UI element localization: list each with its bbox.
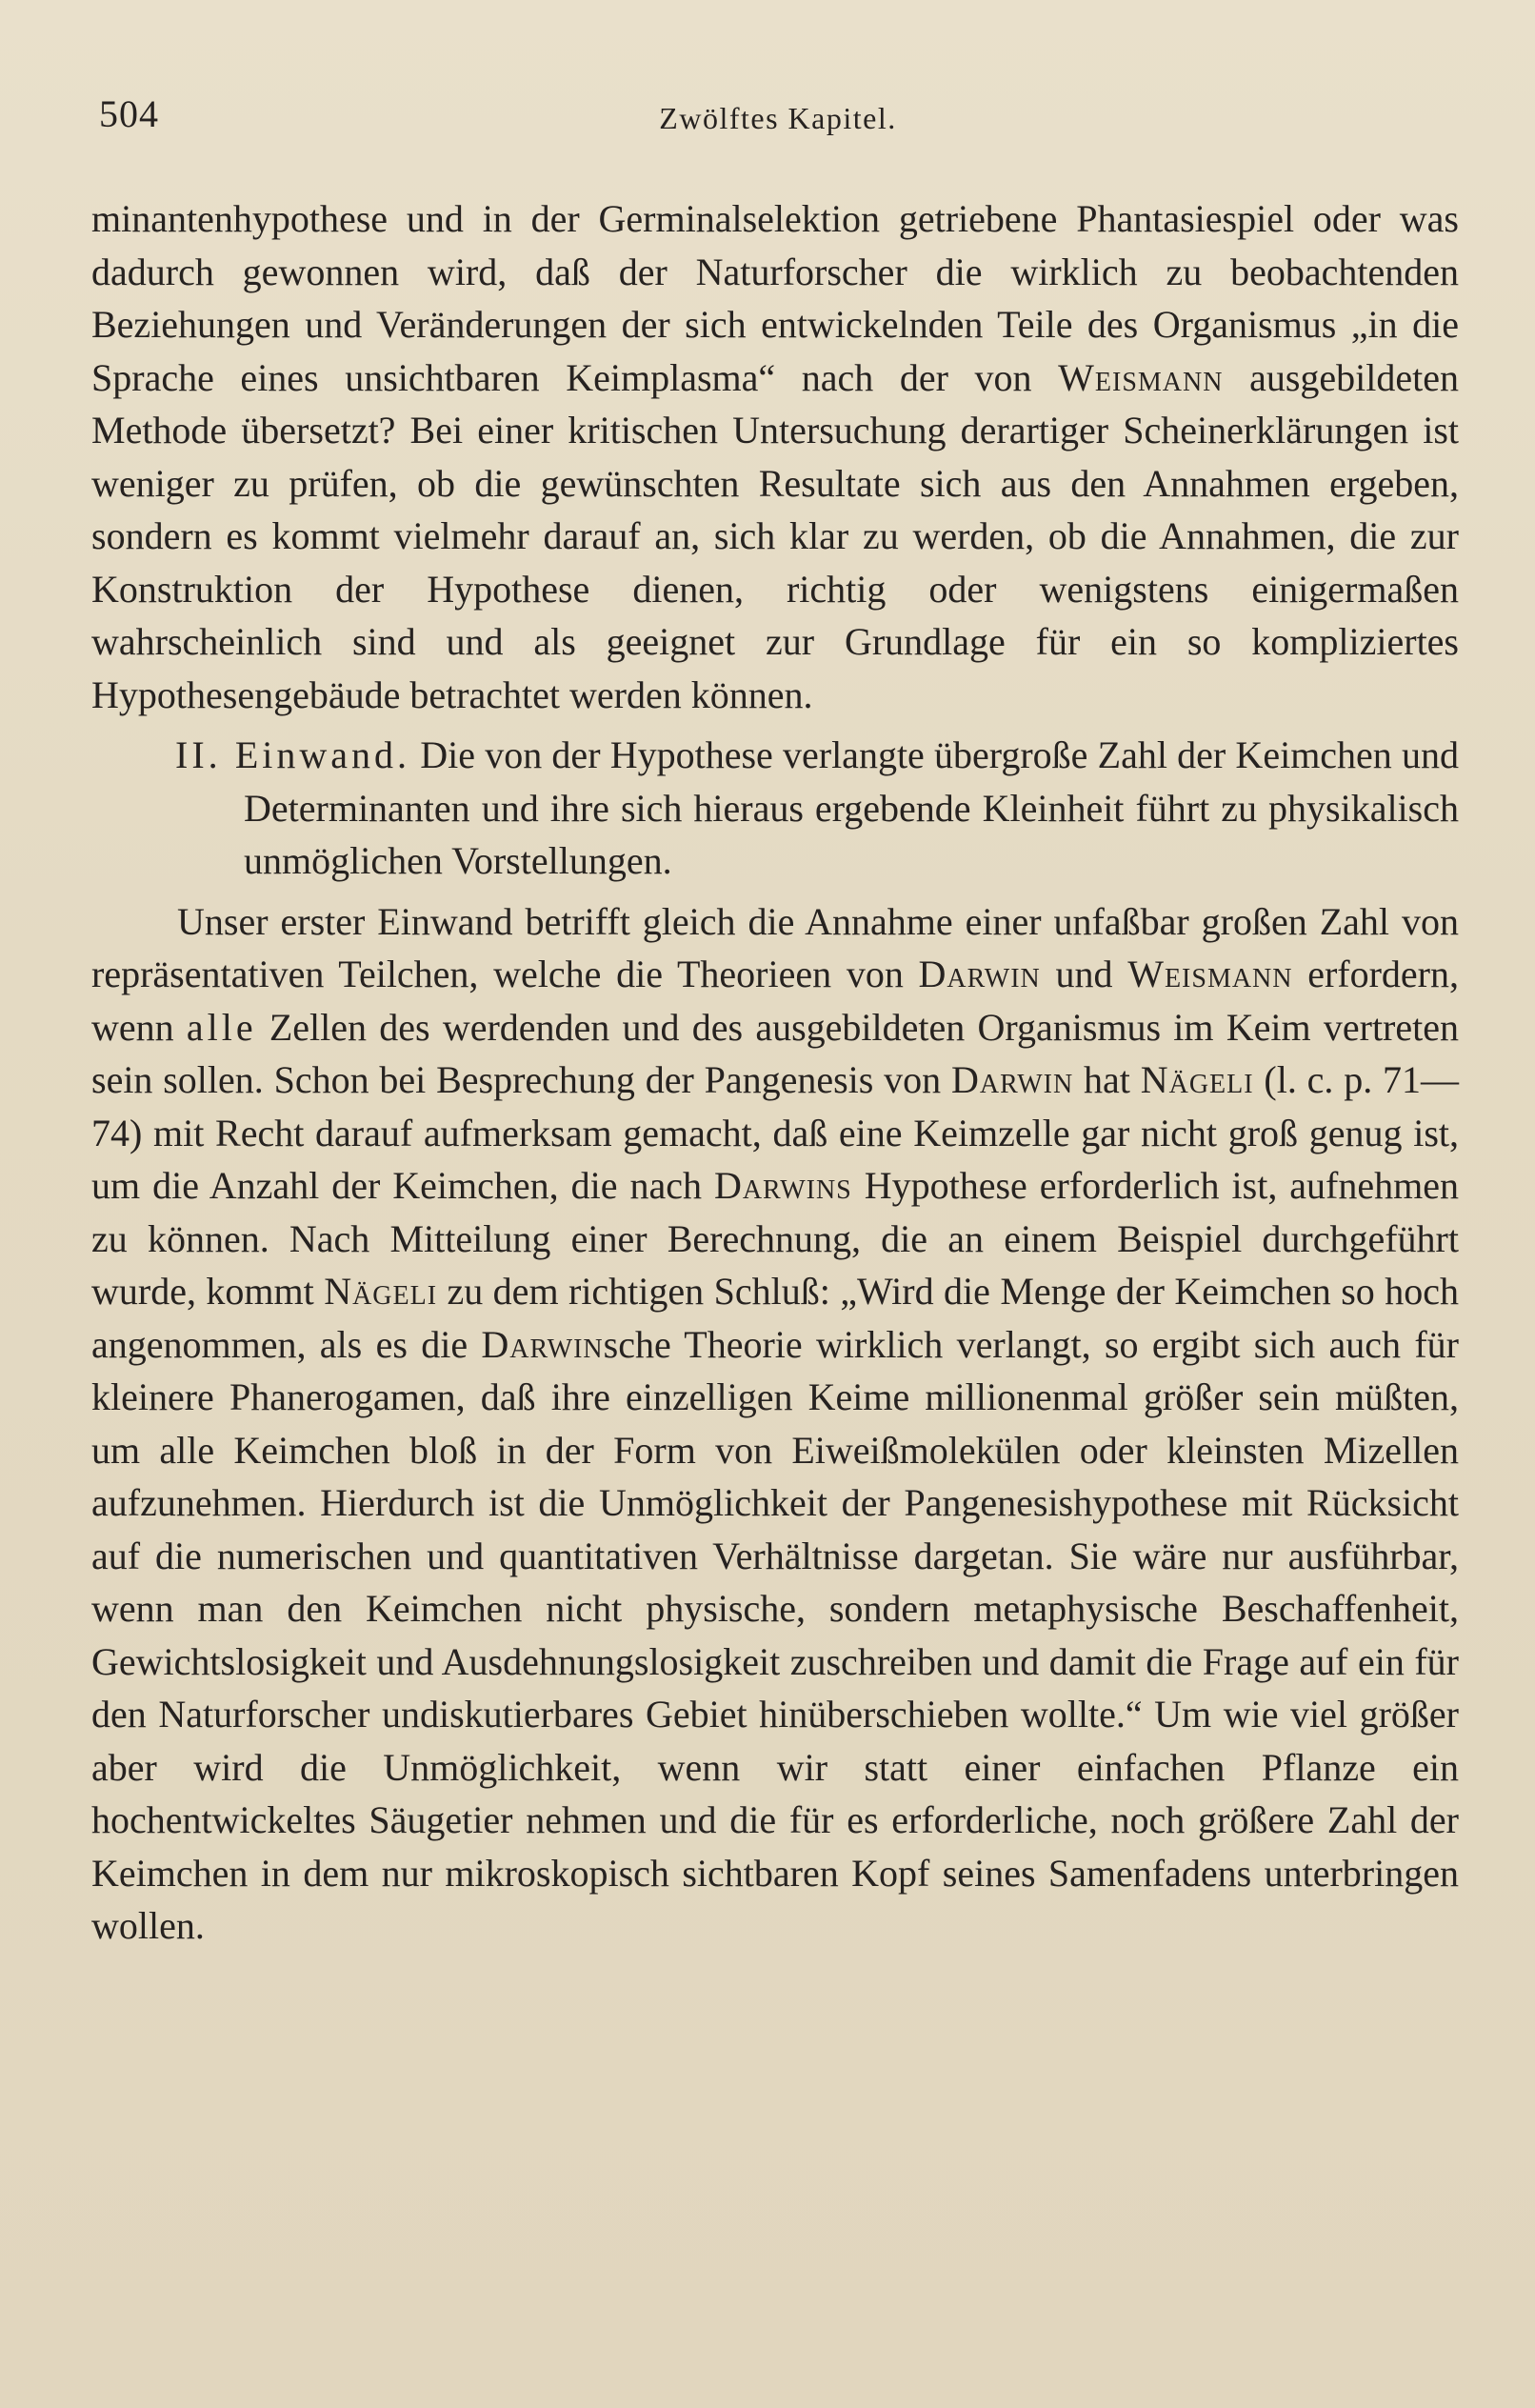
text-run: erfordern, wenn [91, 953, 1460, 1049]
text-run: ausgebildeten Methode übersetzt? Bei einer kritischen Untersuchung derartiger Scheinerklärungen ist weniger zu prüfen, ob die gewünschten Resultate sich aus den Annahmen ergeben, sondern es kommt vielmehr darauf an, sich klar zu werden, ob die Annahmen, die zur Konstruktion der Hypothese dienen, richtig oder wenigstens einigermaßen wahrscheinlich sind und als geeignet zur Grundlage für ein so kompliziertes Hypothesengebäude betrachtet werden können. [91, 355, 1459, 716]
author-name: Nägeli [1140, 1058, 1254, 1101]
author-name: Darwins [713, 1164, 852, 1207]
paragraph-continuation [91, 192, 1459, 721]
text-run: zu dem richtigen Schluß: „Wird die Menge der Keimchen so hoch angenommen, als es die [91, 1270, 1459, 1366]
running-head: Zwölftes Kapitel. [659, 101, 897, 135]
text-run: und [1040, 953, 1128, 995]
text-run: sche Theorie wirklich verlangt, so ergibt sich auch für kleinere Phanerogamen, daß ihre einzelligen Keime millionenmal größer sein müßten, um alle Keimchen bloß in der Form von Eiweißmolekülen oder kleinsten Mizellen aufzunehmen. Hierdurch ist die Unmöglichkeit der Pangenesishypothese mit Rücksicht auf die numerischen und quantitativen Verhältnisse dargetan. Sie wäre nur ausführbar, wenn man den Keimchen nicht physische, sondern metaphysische Beschaffenheit, Gewichtslosigkeit und Ausdehnungslosigkeit zuschreiben und damit die Frage auf ein für den Naturforscher undiskutierbares Gebiet hinüberschieben wollte.“ Um wie viel größer aber wird die Unmöglichkeit, wenn wir statt einer einfachen Pflanze ein hochentwickeltes Säugetier nehmen und die für es erforderliche, noch größere Zahl der Keimchen in dem nur mikroskopisch sichtbaren Kopf seines Samenfadens unterbringen wollen. [91, 1322, 1460, 1947]
page-number: 504 [99, 92, 159, 135]
text-run: Unser erster Einwand betrifft gleich die Annahme einer unfaßbar großen Zahl von repräsentativen Teilchen, welche die Theorieen von [91, 899, 1459, 995]
author-name: Weismann [1058, 355, 1224, 399]
emphasis: alle [186, 1005, 257, 1049]
objection-text: Die von der Hypothese verlangte übergroße Zahl der Keimchen und Determinanten und ihre sich hieraus ergebende Kleinheit führt zu physikalisch unmöglichen Vorstellungen. [244, 733, 1460, 882]
author-name: Darwin [951, 1058, 1074, 1101]
author-name: Weismann [1127, 953, 1293, 995]
page-header [99, 91, 1457, 149]
author-name: Darwin [481, 1322, 604, 1366]
author-name: Darwin [918, 953, 1041, 995]
objection-heading [91, 729, 1459, 888]
text-run: Hypothese erforderlich ist, aufnehmen zu können. Nach Mitteilung einer Berechnung, die an einem Beispiel durchgeführt wurde, kommt [91, 1164, 1459, 1313]
page-body [91, 192, 1459, 1953]
objection-label: II. Einwand. [175, 733, 411, 776]
text-run: minantenhypothese und in der Germinalselektion getriebene Phantasiespiel oder was dadurch gewonnen wird, daß der Naturforscher die wirklich zu beobachtenden Beziehungen und Veränderungen der sich entwickelnden Teile des Organismus „in die Sprache eines unsichtbaren Keimplasma“ nach der von [91, 197, 1459, 399]
text-run: (l. c. p. 71—74) mit Recht darauf aufmerksam gemacht, daß eine Keimzelle gar nicht groß genug ist, um die Anzahl der Keimchen, die nach [91, 1058, 1460, 1207]
text-run: Zellen des werdenden und des ausgebildeten Organismus im Keim vertreten sein sollen. Schon bei Besprechung der Pangenesis von [91, 1005, 1460, 1101]
text-run: hat [1073, 1058, 1141, 1101]
author-name: Nägeli [324, 1270, 438, 1313]
paragraph [91, 895, 1459, 1953]
